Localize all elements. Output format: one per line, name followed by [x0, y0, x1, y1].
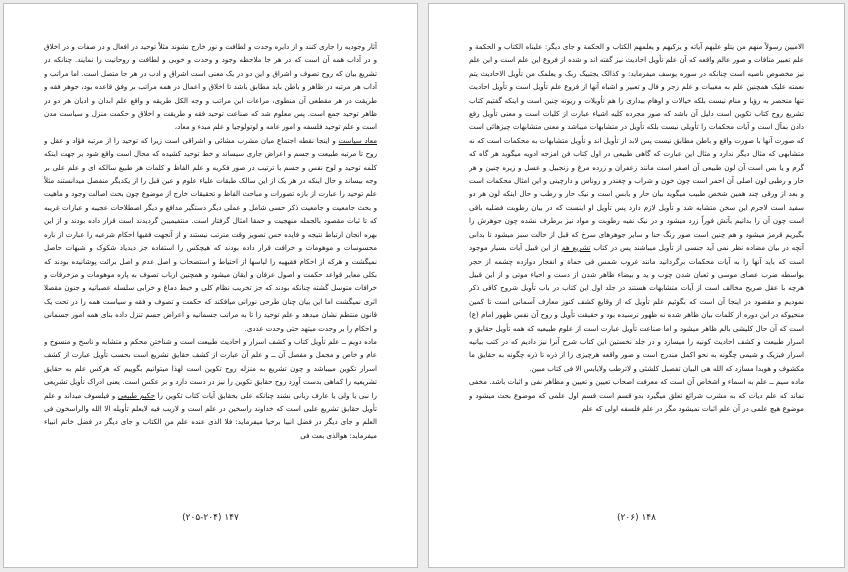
- underlined-phrase: معاد سیاست: [338, 135, 377, 145]
- right-page-number: ۱۴۸ (۲۰۶): [617, 513, 656, 523]
- left-page-text: [44, 40, 377, 470]
- underlined-phrase: تشریع هم: [561, 243, 591, 253]
- right-paragraph-2: ماده سیم ــ علم به اسماء و اشخاص آن است که معرفت اصحاب تعیین و تعیین و مظاهر نفی و اثبات باشد. مخفی نماند که علم دیات که به مشرب شرائع تعلق میگیرد بدو قسم است قسم اول علمی که موضوع بحث میشود و موضوع هیچ علمی در آن علم اثبات نمیشود مگر در علم فلسفه اولی که علم: [469, 377, 804, 413]
- book-gutter: [418, 0, 428, 572]
- right-paragraph-1: الامیین رسولاً منهم من یتلو علیهم آیاته و یزکیهم و یعلمهم الکتاب و الحکمة و جای دیگر: علیناه الکتاب و الحکمة و علم تعبیر منافات و صور عالم واقعه که آن علم تأویل احادیث نیز گفته اند و شده از فروع این علم است و این علم نیز مخصوص ناصیه است چنانکه در سوره یوسف میفرماید: و کذالک یجتبیک ربک و یعلمک من تأویل الاحادیث یتم نعمته علیک همچنین علم به مغیبات و علم زجر و فال و تعبیر و اشباه آنها از فروع علم تأویل است و تأویل احادیث تنها منحصر به رؤیا و منام نیست بلکه خیالات و اوهام بیداری را هم تأویلات و ریوته چنین است و اینکه گفتیم کتاب تشریع روح کتاب تکوین است دلیل آن باشد که صور مجرده کلیه اشیاء عبارت از کلیات است و معنی تأویل رفع دادن بمآل است و آیات محکمات را تأویلی نیست بلکه تأویل در متشابهات میباشد و معنی متشابهات چیزهائی است که صورت آنها با صورت واقع و باطن مطابق نیست پس لابد از تأویل اند و تأویل متشابهات به محکمات است که نه متشابهی که مثال دیگر ندارد و مثال این عبارت که گاهی طبیعی در اول کتاب فن امزجه ادویه میگوید هر گاه که گرم و یا بس است آن لون طبیعی آن اصفر است مانند زعفران و زرده مرغ و زنجبیل و عسل و زیره چنین و هر حار و رطبی لون اصلی آن احمر است چون خون و شراب و چغندر و روناس و دارچینی و این امثال محکمات است و بعد از ورقی چند همین شخص طبیب میگوید بیان حار و یابس است و نیک حار و رطب و حال اینکه لون هر دو سفید است لاجرم این سخن متشابه شد و تأویل لازم دارد پس تأویل او اینست که در بیان رطوبت فضلیه باقی است چون آن را بدانیم بآتش فوراً زرد میشود و در نیک نفیه رطوبت و مواد نیز برطرف نشده چون جوهرش را بگیریم قرمز میشود و هم چنین است صور رنگ حنا و سایر جوهرهای سرخ که قبل از حالت سبز میشود تا بدانی آنچه در بیان مضاده نظر نمی آید جنسی از تأویل میباشند پس در کتاب تشریع هم از این قبیل آیات بسیار موجود است که باید آنها را به آیات محکمات برگردانید مانند غروب شمس فی حماة و انفجار دوازده چشمه از حجر بواسطه ضرب عصای موسی و ثعبان شدن چوب و ید و بیضاء ظاهر شدن از دست و احیاء موتی و از این قبیل هرچه با عقل صریح مخالف است از آیات متشابهات هستند در جلد اول این کتاب در باب تأویل شروح کافی ذکر نمودیم و مقصود در اینجا آن است که بگوئیم علم تأویل که از وقایع کشف کنوز معارف آسمانی است تا کمین منحیوکه در این دوره از کلمات بیان ظاهر شده نه ظهور نرسیده بود و حقیقت تأویل و روح آن نفس ظهور امام (ع) است که آن حال کلیشی بالم ظاهر میشود و اما صناعت تأویل عبارت است از علوم طبیعیه که همه تأویل حقایق و اسرار طبیعت و کشف احادیث کونیه را میسازد و در جلد نخستین این کتاب شرح آنرا نیز دادیم که در کتب بیانیه اسرار فیزیک و شیمی چگونه به نحو اکمل مندرج است و صور واقعه هرچیزی را از ذره تا ذره چگونه به حقایق ما مکشوف و هویدا مسازد که الله هی البیان تفصیل کلشئی و لاترطب ولایابس الا فی کتاب مبین.: [469, 42, 804, 373]
- left-paragraph-1: آثار وجودیه را جاری کنند و از دایره وحدت و لطافت و نور خارج نشوند مثلاً توحید در افعال و در صفات و در اخلاق و در آداب همه آن است که در هر جا ملاحظه وجود و وحدت و خوبی و لطافت و روحانیت را نمایند. چنانکه در تشریع بیان که روح تصوف و اشراق و این دو در یک معنی است اشراق و ادب در هر جا متصل است. اما مراتب و آداب هر مرتبه در ظاهر و باطن باید مطابق باشد تا اخلاق و اعمال در همه مراتب بر وفق قاعده بود، جوهر فقه و طریقت در هر مقطعی آن منطوی، مراعات این مراتب و وجه الکل طریقه و واقع علم ابدان و ادیان هر دو در ظاهر توحید جمع است. پس معلوم شد که صناعت توحید فقه و طریقت و اخلاق و حکمت منزل و سیاست مدن است و علم توحید فلسفه و امور عامه و لوتولوجیا و علم مبدء و معاد،: [44, 42, 377, 132]
- underlined-phrase: حکیم طبیعی: [117, 390, 155, 400]
- left-page-number: ۱۴۷ (۲۰۵-۲۰۴): [182, 513, 239, 523]
- right-page: [428, 3, 845, 568]
- left-paragraph-2: معاد سیاست و اینجا نقطه اجتماع میان مشرب مشائی و اشراقی است زیرا که توحید را از مرتبه فؤاد و عقل و روح تا مرتبه طبیعت و جسم و اعراض جاری سیساند و خط توحید کشیده که محال است واقع شود بر جهت اینکه کلمه توحید و لوح نفس و جسم با ترتیب در صور فکریه و علم الفاظ و کلمات هر طبیع سالکه ای و علم علی بر وجه بیساند و حال اینکه در هر یک از این سالک طبقات علیاء علوم و عین قبل را از یکدیگر منفصل میدانستند مثلاً علم توحید را عبارت از بازه تصورات و مباحث الفاظ و تحقیقات خارج از موضوع چون بحث اصالت وجود و ماهیت و بحث جامعیت و جامعیت ذکر حسی شامل و عملی دیگر دستگیر مدافع و دیگر اصطلاحات عجیبه و عبارات غریبه که تا ثبات مقصود بالجمله منهجیت و حمقا امثال گرفتار است. منتفیمیبن گردیدند است قرار داده بودند و از این بهره انجان ارتباط نتیجه و فایده حس تصویر وقت مترتب نیستند و از آنجهت فقیها احکام شرعیه را عبارت از باره محسوسات و موهومات و خرافت قرار داده بودند که هیچکس را استفاده جز دیدیاد شکوک و شبهات حاصل نمیگشت و هرکه از احکام فقیهیه را لباسها از احتیاط و استصحاب و اصل عدم و اصل برائت پوشانیده بودند که بکلی معایر قواعد حکمت و اصول عرفان و ایقان میشود و همچنین ارباب تصوف به پاره موهومات و مزخرفات و خرافات متوسل گشته چنانکه بودند که جز تخریب نظام کلی و خبط دماغ و خرابی سلسله عصبانیه و جنون مقصلا اثری نمیگشت اما این بیان چنان طرحی نورانی میافکند که حکمت و تصوف و فقه و سیاست همه را در تحت یک قانون منتظم نشان میدهد و علم توحید را تا به مراتب جسمانیه و اعراض جسم تنزل داده بنای همه امور جسمانی و احکام را بر وحدت میتهد حتی وحدت عددی.: [44, 135, 377, 333]
- right-page-text: [469, 40, 804, 470]
- left-page: [3, 3, 418, 568]
- left-paragraph-3: ماده دویم ــ علم تأویل کتاب و کشف اسرار و احادیث طبیعت است و شناختن محکم و متشابه و ناسخ و منسوخ و عام و خاص و مجمل و مفصل آن ــ و علم آن عبارت از کشف حقایق تشریع است بحسب تأویل عبارت از کشف اسرار تکوین مییباشد و چون تشریع به منزله روح تکوین است لهذا میتوانیم بگوییم که هرکس علم به حقایق تشریعیه را کماهی بدست آورد روح حقایق تکوین را نیز در دست دارد و بر عکس است. یعنی ادراک تأویل تشریعی را نبی یا ولی یا عارف ربانی نشند چنانکه علی بحقایق آیات کتاب تکوین را حکیم طبیعی و فیلسوف میداند و علم تأویل حقایق تشریع علیی است که خداوند راسخین در علم است و لاریب فیه لایعلم تأویله الا الله والراسخون فی العلم و جای دیگر در فضل انبیا برخیا میفرماید: فلا الذی عنده علم من الکتاب و جای دیگر در فضل خاتم انبیاء میفرماید: هوالذی بعث فی: [44, 336, 377, 440]
